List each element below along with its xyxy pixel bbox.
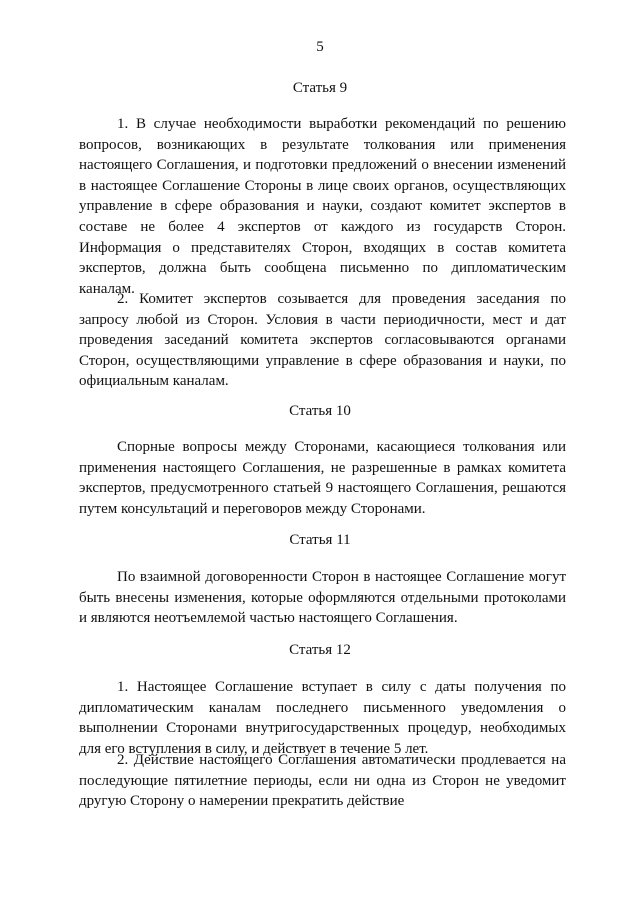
article-11-title: Статья 11	[289, 532, 351, 548]
article-9-title: Статья 9	[292, 80, 348, 96]
article-10-paragraph-1: Спорные вопросы между Сторонами, касающиеся толкования или применения настоящего Соглашения, не разрешенные в рамках комитета экспертов, предусмотренного статьей 9 настоящего Соглашения, решаются путем консультаций и переговоров между Сторонами.	[79, 439, 566, 517]
article-9-paragraph-1: 1. В случае необходимости выработки рекомендаций по решению вопросов, возникающих в результате толкования или применения настоящего Соглашения, и подготовки предложений о внесении изменений в настоящее Соглашение Стороны в лице своих органов, осуществляющих управление в сфере образования и науки, создают комитет экспертов в составе не более 4 экспертов от каждого из государств Сторон. Информация о представителях Сторон, входящих в состав комитета экспертов, должна быть сообщена письменно по дипломатическим каналам.	[79, 116, 566, 297]
article-10-title: Статья 10	[289, 403, 351, 419]
article-12-title: Статья 12	[289, 642, 351, 658]
page-number: 5	[316, 39, 324, 55]
article-9-paragraph-2: 2. Комитет экспертов созывается для проведения заседания по запросу любой из Сторон. Условия в части периодичности, мест и дат проведения заседаний комитета экспертов согласовываются органами Сторон, осуществляющими управление в сфере образования и науки, по официальным каналам.	[79, 291, 566, 390]
article-11-paragraph-1: По взаимной договоренности Сторон в настоящее Соглашение могут быть внесены изменения, которые оформляются отдельными протоколами и являются неотъемлемой частью настоящего Соглашения.	[79, 569, 566, 627]
article-12-paragraph-2: 2. Действие настоящего Соглашения автоматически продлевается на последующие пятилетние периоды, если ни одна из Сторон не уведомит другую Сторону о намерении прекратить действие	[79, 752, 566, 810]
article-12-paragraph-1: 1. Настоящее Соглашение вступает в силу с даты получения по дипломатическим каналам последнего письменного уведомления о выполнении Сторонами внутригосударственных процедур, необходимых для его вступления в силу, и действует в течение 5 лет.	[79, 679, 566, 757]
